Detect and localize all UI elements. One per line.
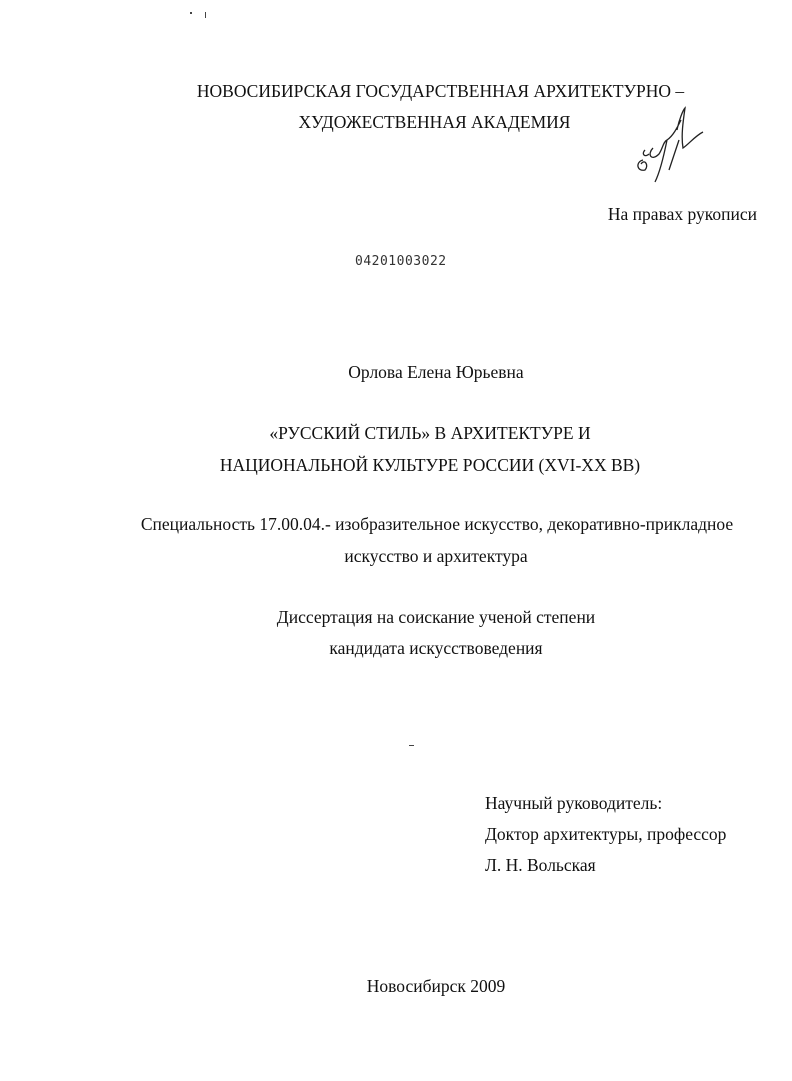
manuscript-note: На правах рукописи bbox=[607, 204, 757, 224]
degree-line-2: кандидата искусствоведения bbox=[329, 638, 543, 658]
institution-line-1: НОВОСИБИРСКАЯ ГОСУДАРСТВЕННАЯ АРХИТЕКТУРНО – bbox=[196, 81, 685, 101]
dash-mark bbox=[409, 745, 414, 746]
specialty-line-1: Специальность 17.00.04.- изобразительное искусство, декоративно-прикладное bbox=[140, 514, 734, 534]
scan-speck bbox=[190, 12, 192, 14]
supervisor-label: Научный руководитель: bbox=[485, 793, 663, 813]
supervisor-title: Доктор архитектуры, профессор bbox=[485, 824, 727, 844]
registration-number: 04201003022 bbox=[355, 254, 447, 269]
author-name: Орлова Елена Юрьевна bbox=[348, 362, 524, 382]
signature bbox=[615, 100, 725, 185]
scan-speck bbox=[205, 12, 206, 18]
city-year: Новосибирск 2009 bbox=[366, 976, 506, 996]
supervisor-name: Л. Н. Вольская bbox=[485, 855, 596, 875]
title-line-2: НАЦИОНАЛЬНОЙ КУЛЬТУРЕ РОССИИ (XVI-XX ВВ) bbox=[219, 455, 641, 475]
specialty-line-2: искусство и архитектура bbox=[344, 546, 528, 566]
institution-line-2: ХУДОЖЕСТВЕННАЯ АКАДЕМИЯ bbox=[298, 112, 571, 132]
title-line-1: «РУССКИЙ СТИЛЬ» В АРХИТЕКТУРЕ И bbox=[269, 423, 591, 443]
degree-line-1: Диссертация на соискание ученой степени bbox=[276, 607, 596, 627]
